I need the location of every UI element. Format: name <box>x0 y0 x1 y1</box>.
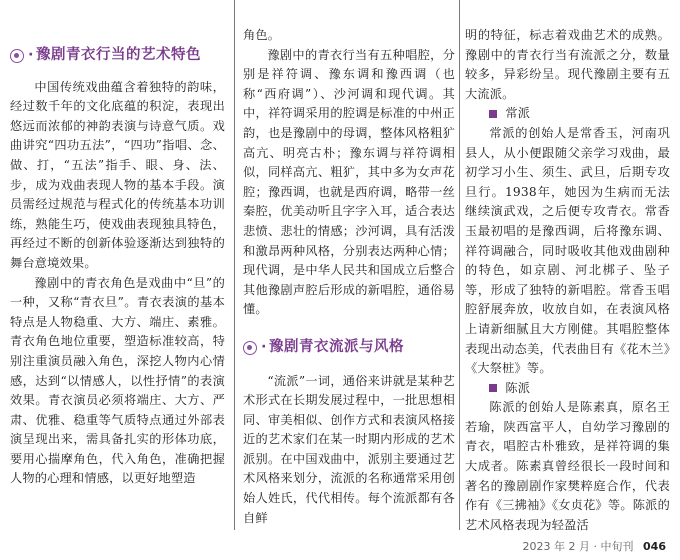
square-bullet-icon <box>489 110 497 118</box>
paragraph: 中国传统戏曲蕴含着独特的韵味，经过数千年的文化底蕴的积淀，表现出悠远而浓郁的神韵表演与诗意气质。戏曲讲究“四功五法”，“四功”指唱、念、做、打，“五法”指手、眼、身、法、步，成为戏曲表现人物的基本手段。演员需经过规范与程式化的传统基本功训练，熟能生巧，使戏曲表现独具特色，再经过不断的创新体验逐渐达到独特的舞台意境效果。 <box>10 79 225 270</box>
circle-bullet-icon <box>10 49 24 63</box>
square-bullet-icon <box>489 384 497 392</box>
issue-label: 2023 年 2 月 · 中旬刊 <box>522 540 634 553</box>
paragraph: 豫剧中的青衣角色是戏曲中“旦”的一种，又称“青衣旦”。青衣表演的基本特点是人物稳重、大方、端庄、素雅。青衣角色地位重要，塑造标准较高，特别注重演员融入角色，深挖人物内心情感，达到“以情感人，以性抒情”的表演效果。青衣演员必须将端庄、大方、严肃、优雅、稳重等气质特点通过外部表演呈现出来，需具备扎实的形体功底，要用心揣摩角色，代入角色，准确把握人物的心理和情感，以更好地塑造 <box>10 275 225 486</box>
section-heading-text: 豫剧青衣行当的艺术特色 <box>36 47 202 63</box>
paragraph: “流派”一词，通俗来讲就是某种艺术形式在长期发展过程中，一批思想相同、审美相似、创作方式和表演风格接近的艺术家们在某一时期内形成的艺术派别。在中国戏曲中，派别主要通过艺术风格来划分，流派的名称通常采用创始人姓氏，代代相传。每个流派都有各自鲜 <box>243 373 455 525</box>
paragraph: 角色。 <box>243 28 281 42</box>
article-column-2 <box>243 26 455 528</box>
circle-bullet-icon <box>243 341 257 355</box>
paragraph: 明的特征，标志着戏曲艺术的成熟。豫剧中的青衣行当有流派之分，数量较多，异彩纷呈。现代豫剧主要有五大流派。 <box>465 28 670 101</box>
column-divider <box>234 0 235 530</box>
section-heading-text: 豫剧青衣流派与风格 <box>269 338 405 355</box>
paragraph: 豫剧中的青衣行当有五种唱腔，分别是祥符调、豫东调和豫西调（也称“西府调”）、沙河调和现代调。其中，祥符调采用的腔调是标准的中州正韵，也是豫剧中的母调，整体风格粗犷高亢、明亮古朴；豫东调与祥符调相似，同样高亢、粗犷，其中多为女声花腔；豫西调，也就是西府调，略带一丝秦腔，优美动听且字字入耳，适合表达悲愤、悲壮的情感；沙河调，具有活泼和激昂两种风格，分别表达两种心情；现代调，是中华人民共和国成立后整合其他豫剧声腔后形成的新唱腔，通俗易懂。 <box>243 47 455 317</box>
heading-dot-icon: · <box>261 338 268 355</box>
heading-dot-icon: · <box>28 47 35 63</box>
subheading-text: 陈派 <box>505 380 531 395</box>
subheading <box>489 379 670 399</box>
column-divider <box>459 0 460 530</box>
article-column-3 <box>465 26 670 535</box>
section-heading <box>243 338 455 358</box>
page-number: 046 <box>643 540 666 553</box>
paragraph: 陈派的创始人是陈素真，原名王若瑜，陕西富平人，自幼学习豫剧的青衣，唱腔古朴雅致，是祥符调的集大成者。陈素真曾经很长一段时间和著名的豫剧剧作家樊粹庭合作，代表作有《三拂袖》《女贞花》等。陈派的艺术风格表现为轻盈活 <box>465 400 670 532</box>
page-footer <box>523 538 666 554</box>
subheading-text: 常派 <box>505 106 531 121</box>
paragraph: 常派的创始人是常香玉，河南巩县人，从小便跟随父亲学习戏曲，最初学习小生、须生、武旦，后期专攻旦行。1938年，她因为生病而无法继续演武戏，之后便专攻青衣。常香玉最初唱的是豫西调，后将豫东调、祥符调融合，同时吸收其他戏曲剧种的特色，如京剧、河北梆子、坠子等，形成了独特的新唱腔。常香玉唱腔舒展奔放，收放自如，在表演风格上请新细腻且大方刚健。其唱腔整体表现出动态美，代表曲目有《花木兰》《大祭桩》等。 <box>465 125 670 376</box>
subheading <box>489 104 670 124</box>
section-heading <box>10 46 225 66</box>
article-column-1 <box>10 26 225 489</box>
